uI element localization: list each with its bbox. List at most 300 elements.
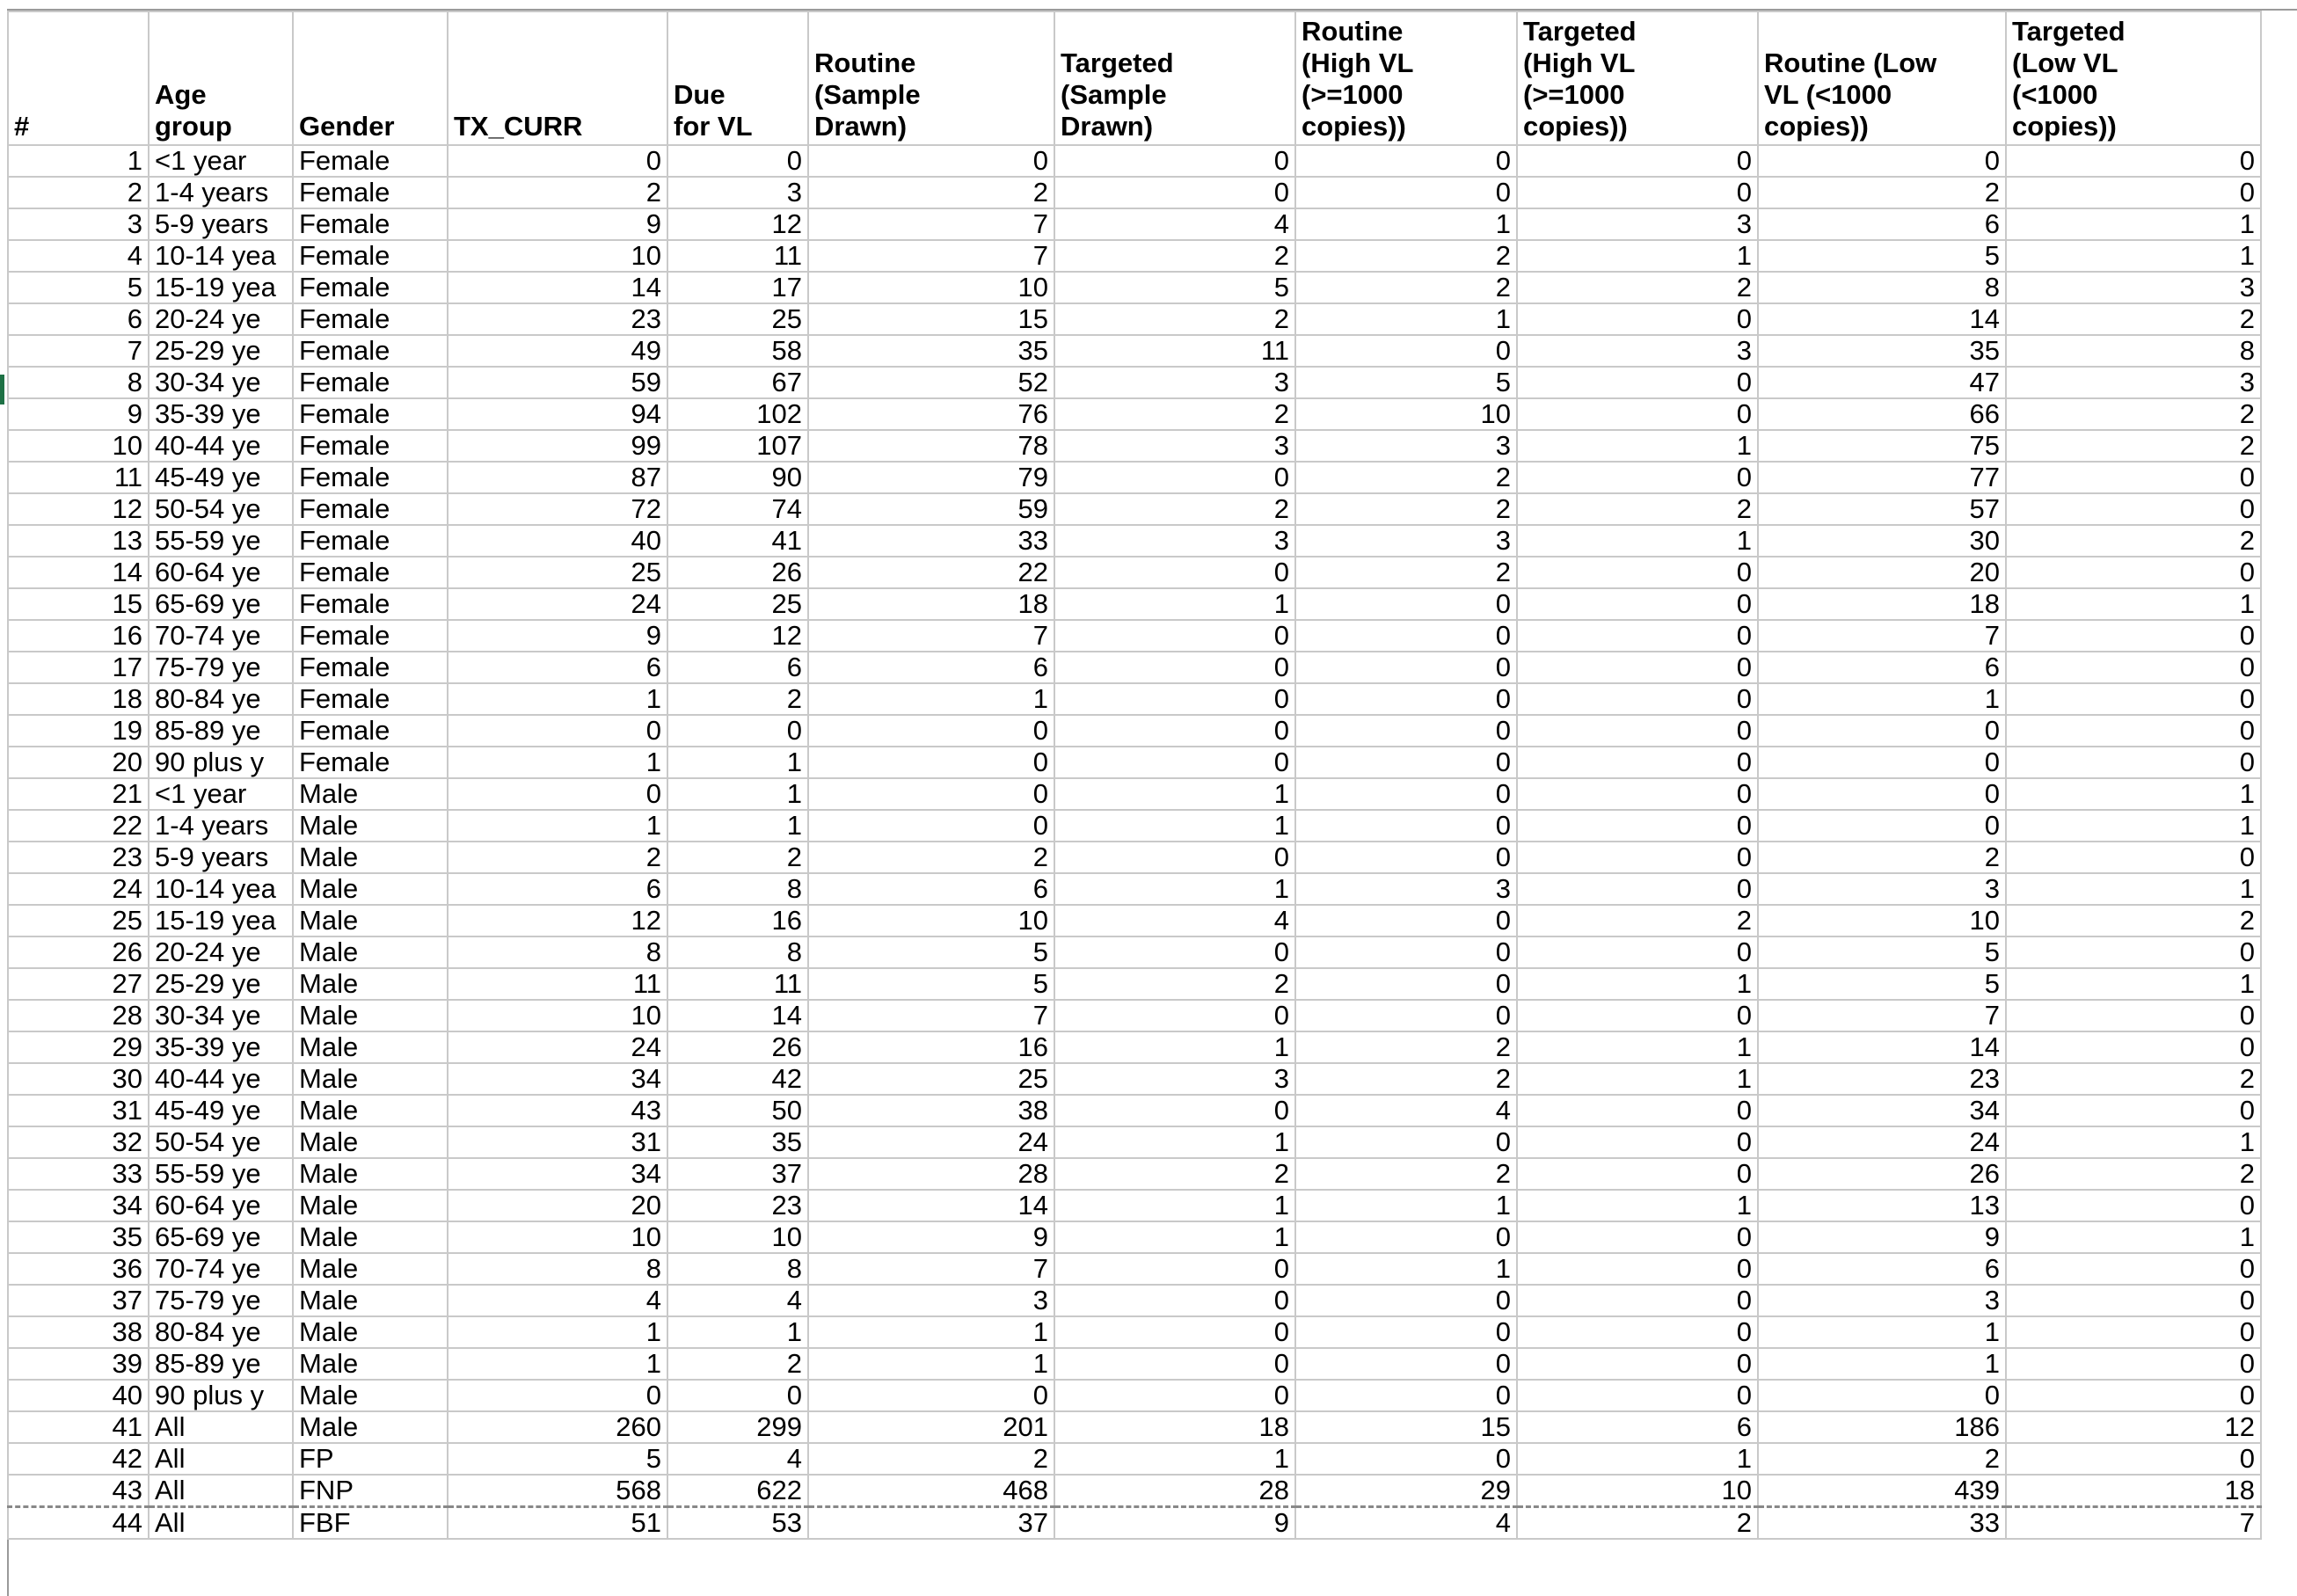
cell-routine-high-vl[interactable]: 0 — [1295, 588, 1517, 620]
cell-index[interactable]: 16 — [8, 620, 149, 652]
cell-targeted-sample-drawn[interactable]: 1 — [1054, 873, 1295, 905]
cell-gender[interactable]: Male — [293, 1000, 448, 1031]
cell-routine-high-vl[interactable]: 0 — [1295, 715, 1517, 747]
cell-index[interactable]: 32 — [8, 1126, 149, 1158]
cell-targeted-high-vl[interactable]: 0 — [1517, 778, 1758, 810]
cell-due-for-vl[interactable]: 58 — [667, 335, 808, 367]
cell-targeted-low-vl[interactable]: 2 — [2006, 1063, 2261, 1095]
cell-index[interactable]: 14 — [8, 557, 149, 588]
cell-gender[interactable]: Female — [293, 493, 448, 525]
cell-routine-sample-drawn[interactable]: 5 — [808, 968, 1054, 1000]
cell-targeted-high-vl[interactable]: 1 — [1517, 430, 1758, 462]
cell-targeted-high-vl[interactable]: 3 — [1517, 208, 1758, 240]
cell-tx-curr[interactable]: 1 — [448, 1316, 667, 1348]
cell-gender[interactable]: Female — [293, 145, 448, 177]
cell-tx-curr[interactable]: 6 — [448, 652, 667, 683]
cell-tx-curr[interactable]: 31 — [448, 1126, 667, 1158]
cell-targeted-high-vl[interactable]: 2 — [1517, 272, 1758, 303]
cell-targeted-sample-drawn[interactable]: 18 — [1054, 1411, 1295, 1443]
cell-gender[interactable]: Male — [293, 1316, 448, 1348]
cell-due-for-vl[interactable]: 26 — [667, 557, 808, 588]
cell-routine-high-vl[interactable]: 0 — [1295, 747, 1517, 778]
cell-targeted-low-vl[interactable]: 0 — [2006, 842, 2261, 873]
cell-targeted-high-vl[interactable]: 2 — [1517, 1507, 1758, 1540]
cell-routine-sample-drawn[interactable]: 468 — [808, 1475, 1054, 1507]
cell-tx-curr[interactable]: 0 — [448, 1380, 667, 1411]
cell-tx-curr[interactable]: 10 — [448, 1000, 667, 1031]
cell-targeted-low-vl[interactable]: 2 — [2006, 398, 2261, 430]
cell-index[interactable]: 23 — [8, 842, 149, 873]
cell-targeted-high-vl[interactable]: 0 — [1517, 683, 1758, 715]
cell-routine-sample-drawn[interactable]: 6 — [808, 873, 1054, 905]
cell-age-group[interactable]: 60-64 ye — [149, 557, 293, 588]
cell-age-group[interactable]: <1 year — [149, 145, 293, 177]
cell-targeted-low-vl[interactable]: 0 — [2006, 1285, 2261, 1316]
cell-targeted-sample-drawn[interactable]: 2 — [1054, 968, 1295, 1000]
cell-routine-low-vl[interactable]: 186 — [1758, 1411, 2006, 1443]
cell-age-group[interactable]: 10-14 yea — [149, 873, 293, 905]
cell-targeted-low-vl[interactable]: 2 — [2006, 905, 2261, 936]
cell-targeted-sample-drawn[interactable]: 3 — [1054, 367, 1295, 398]
cell-gender[interactable]: Female — [293, 335, 448, 367]
cell-routine-sample-drawn[interactable]: 2 — [808, 842, 1054, 873]
cell-due-for-vl[interactable]: 11 — [667, 240, 808, 272]
cell-routine-high-vl[interactable]: 2 — [1295, 240, 1517, 272]
cell-targeted-high-vl[interactable]: 0 — [1517, 810, 1758, 842]
cell-due-for-vl[interactable]: 1 — [667, 810, 808, 842]
cell-targeted-sample-drawn[interactable]: 2 — [1054, 398, 1295, 430]
cell-routine-low-vl[interactable]: 30 — [1758, 525, 2006, 557]
cell-targeted-low-vl[interactable]: 8 — [2006, 335, 2261, 367]
cell-routine-sample-drawn[interactable]: 78 — [808, 430, 1054, 462]
cell-due-for-vl[interactable]: 4 — [667, 1285, 808, 1316]
cell-routine-high-vl[interactable]: 2 — [1295, 1031, 1517, 1063]
cell-routine-low-vl[interactable]: 7 — [1758, 620, 2006, 652]
cell-gender[interactable]: Female — [293, 367, 448, 398]
cell-routine-high-vl[interactable]: 2 — [1295, 272, 1517, 303]
cell-age-group[interactable]: 90 plus y — [149, 1380, 293, 1411]
cell-age-group[interactable]: 55-59 ye — [149, 1158, 293, 1190]
cell-due-for-vl[interactable]: 299 — [667, 1411, 808, 1443]
cell-index[interactable]: 34 — [8, 1190, 149, 1221]
cell-index[interactable]: 28 — [8, 1000, 149, 1031]
cell-targeted-low-vl[interactable]: 0 — [2006, 1380, 2261, 1411]
cell-routine-high-vl[interactable]: 1 — [1295, 1190, 1517, 1221]
cell-due-for-vl[interactable]: 42 — [667, 1063, 808, 1095]
cell-age-group[interactable]: 65-69 ye — [149, 588, 293, 620]
cell-age-group[interactable]: 25-29 ye — [149, 335, 293, 367]
cell-age-group[interactable]: 30-34 ye — [149, 367, 293, 398]
cell-routine-sample-drawn[interactable]: 7 — [808, 620, 1054, 652]
cell-gender[interactable]: FNP — [293, 1475, 448, 1507]
cell-gender[interactable]: Female — [293, 303, 448, 335]
cell-index[interactable]: 10 — [8, 430, 149, 462]
cell-routine-sample-drawn[interactable]: 52 — [808, 367, 1054, 398]
cell-age-group[interactable]: 65-69 ye — [149, 1221, 293, 1253]
cell-routine-sample-drawn[interactable]: 0 — [808, 715, 1054, 747]
col-header-age-group[interactable]: Age group — [149, 11, 293, 145]
cell-routine-high-vl[interactable]: 0 — [1295, 1126, 1517, 1158]
cell-tx-curr[interactable]: 1 — [448, 747, 667, 778]
cell-gender[interactable]: Male — [293, 1253, 448, 1285]
cell-routine-sample-drawn[interactable]: 7 — [808, 240, 1054, 272]
cell-due-for-vl[interactable]: 25 — [667, 303, 808, 335]
cell-targeted-high-vl[interactable]: 2 — [1517, 493, 1758, 525]
cell-routine-sample-drawn[interactable]: 0 — [808, 747, 1054, 778]
cell-age-group[interactable]: 10-14 yea — [149, 240, 293, 272]
cell-gender[interactable]: Female — [293, 208, 448, 240]
cell-age-group[interactable]: 70-74 ye — [149, 1253, 293, 1285]
cell-routine-low-vl[interactable]: 77 — [1758, 462, 2006, 493]
cell-routine-high-vl[interactable]: 2 — [1295, 557, 1517, 588]
cell-due-for-vl[interactable]: 107 — [667, 430, 808, 462]
cell-routine-low-vl[interactable]: 2 — [1758, 1443, 2006, 1475]
cell-targeted-high-vl[interactable]: 1 — [1517, 240, 1758, 272]
cell-gender[interactable]: Female — [293, 240, 448, 272]
cell-routine-low-vl[interactable]: 13 — [1758, 1190, 2006, 1221]
cell-targeted-low-vl[interactable]: 1 — [2006, 588, 2261, 620]
cell-targeted-sample-drawn[interactable]: 0 — [1054, 1316, 1295, 1348]
cell-targeted-low-vl[interactable]: 3 — [2006, 272, 2261, 303]
cell-routine-high-vl[interactable]: 1 — [1295, 1253, 1517, 1285]
cell-targeted-high-vl[interactable]: 0 — [1517, 398, 1758, 430]
cell-tx-curr[interactable]: 34 — [448, 1063, 667, 1095]
cell-targeted-sample-drawn[interactable]: 0 — [1054, 557, 1295, 588]
col-header-targeted-low-vl[interactable]: Targeted (Low VL (<1000 copies)) — [2006, 11, 2261, 145]
cell-tx-curr[interactable]: 94 — [448, 398, 667, 430]
cell-routine-low-vl[interactable]: 2 — [1758, 842, 2006, 873]
cell-index[interactable]: 1 — [8, 145, 149, 177]
cell-targeted-low-vl[interactable]: 0 — [2006, 715, 2261, 747]
cell-targeted-sample-drawn[interactable]: 9 — [1054, 1507, 1295, 1540]
cell-routine-high-vl[interactable]: 15 — [1295, 1411, 1517, 1443]
cell-routine-low-vl[interactable]: 1 — [1758, 1316, 2006, 1348]
cell-gender[interactable]: Male — [293, 1063, 448, 1095]
cell-tx-curr[interactable]: 25 — [448, 557, 667, 588]
cell-targeted-low-vl[interactable]: 0 — [2006, 493, 2261, 525]
cell-routine-high-vl[interactable]: 0 — [1295, 842, 1517, 873]
cell-routine-low-vl[interactable]: 0 — [1758, 145, 2006, 177]
cell-targeted-high-vl[interactable]: 0 — [1517, 588, 1758, 620]
cell-targeted-low-vl[interactable]: 0 — [2006, 1031, 2261, 1063]
cell-targeted-sample-drawn[interactable]: 2 — [1054, 240, 1295, 272]
cell-index[interactable]: 35 — [8, 1221, 149, 1253]
cell-targeted-sample-drawn[interactable]: 1 — [1054, 1031, 1295, 1063]
cell-routine-low-vl[interactable]: 0 — [1758, 1380, 2006, 1411]
cell-age-group[interactable]: All — [149, 1411, 293, 1443]
cell-age-group[interactable]: 40-44 ye — [149, 1063, 293, 1095]
cell-tx-curr[interactable]: 6 — [448, 873, 667, 905]
cell-targeted-low-vl[interactable]: 0 — [2006, 557, 2261, 588]
cell-gender[interactable]: Male — [293, 842, 448, 873]
cell-routine-sample-drawn[interactable]: 0 — [808, 1380, 1054, 1411]
cell-due-for-vl[interactable]: 90 — [667, 462, 808, 493]
cell-targeted-low-vl[interactable]: 1 — [2006, 778, 2261, 810]
cell-age-group[interactable]: 35-39 ye — [149, 398, 293, 430]
cell-routine-high-vl[interactable]: 0 — [1295, 177, 1517, 208]
cell-tx-curr[interactable]: 10 — [448, 1221, 667, 1253]
cell-routine-sample-drawn[interactable]: 38 — [808, 1095, 1054, 1126]
cell-index[interactable]: 4 — [8, 240, 149, 272]
cell-routine-high-vl[interactable]: 0 — [1295, 936, 1517, 968]
cell-routine-sample-drawn[interactable]: 15 — [808, 303, 1054, 335]
cell-routine-low-vl[interactable]: 18 — [1758, 588, 2006, 620]
cell-targeted-sample-drawn[interactable]: 2 — [1054, 493, 1295, 525]
cell-routine-low-vl[interactable]: 14 — [1758, 1031, 2006, 1063]
cell-age-group[interactable]: All — [149, 1475, 293, 1507]
cell-age-group[interactable]: All — [149, 1507, 293, 1540]
cell-tx-curr[interactable]: 0 — [448, 778, 667, 810]
cell-routine-low-vl[interactable]: 7 — [1758, 1000, 2006, 1031]
col-header-due-for-vl[interactable]: Due for VL — [667, 11, 808, 145]
cell-age-group[interactable]: 75-79 ye — [149, 652, 293, 683]
cell-due-for-vl[interactable]: 0 — [667, 145, 808, 177]
cell-routine-low-vl[interactable]: 14 — [1758, 303, 2006, 335]
cell-tx-curr[interactable]: 1 — [448, 1348, 667, 1380]
cell-gender[interactable]: Male — [293, 1031, 448, 1063]
cell-targeted-sample-drawn[interactable]: 28 — [1054, 1475, 1295, 1507]
cell-gender[interactable]: Male — [293, 1285, 448, 1316]
cell-targeted-low-vl[interactable]: 0 — [2006, 1000, 2261, 1031]
cell-targeted-sample-drawn[interactable]: 11 — [1054, 335, 1295, 367]
cell-targeted-high-vl[interactable]: 0 — [1517, 715, 1758, 747]
cell-routine-low-vl[interactable]: 5 — [1758, 240, 2006, 272]
cell-targeted-low-vl[interactable]: 1 — [2006, 1221, 2261, 1253]
cell-age-group[interactable]: 45-49 ye — [149, 462, 293, 493]
cell-age-group[interactable]: 55-59 ye — [149, 525, 293, 557]
cell-due-for-vl[interactable]: 1 — [667, 1316, 808, 1348]
cell-age-group[interactable]: 25-29 ye — [149, 968, 293, 1000]
cell-due-for-vl[interactable]: 12 — [667, 620, 808, 652]
cell-tx-curr[interactable]: 34 — [448, 1158, 667, 1190]
cell-age-group[interactable]: 20-24 ye — [149, 936, 293, 968]
cell-tx-curr[interactable]: 10 — [448, 240, 667, 272]
cell-routine-high-vl[interactable]: 1 — [1295, 303, 1517, 335]
cell-targeted-high-vl[interactable]: 1 — [1517, 1443, 1758, 1475]
cell-routine-sample-drawn[interactable]: 35 — [808, 335, 1054, 367]
col-header-routine-low-vl[interactable]: Routine (Low VL (<1000 copies)) — [1758, 11, 2006, 145]
cell-targeted-low-vl[interactable]: 1 — [2006, 968, 2261, 1000]
cell-routine-high-vl[interactable]: 2 — [1295, 1063, 1517, 1095]
cell-gender[interactable]: Male — [293, 1190, 448, 1221]
cell-targeted-high-vl[interactable]: 0 — [1517, 873, 1758, 905]
cell-due-for-vl[interactable]: 2 — [667, 842, 808, 873]
cell-due-for-vl[interactable]: 67 — [667, 367, 808, 398]
cell-routine-high-vl[interactable]: 5 — [1295, 367, 1517, 398]
cell-index[interactable]: 20 — [8, 747, 149, 778]
cell-tx-curr[interactable]: 5 — [448, 1443, 667, 1475]
cell-due-for-vl[interactable]: 35 — [667, 1126, 808, 1158]
cell-routine-low-vl[interactable]: 9 — [1758, 1221, 2006, 1253]
cell-gender[interactable]: Female — [293, 272, 448, 303]
cell-targeted-sample-drawn[interactable]: 0 — [1054, 683, 1295, 715]
cell-routine-low-vl[interactable]: 35 — [1758, 335, 2006, 367]
cell-routine-high-vl[interactable]: 3 — [1295, 430, 1517, 462]
cell-age-group[interactable]: 40-44 ye — [149, 430, 293, 462]
cell-gender[interactable]: Female — [293, 462, 448, 493]
cell-routine-high-vl[interactable]: 0 — [1295, 335, 1517, 367]
cell-routine-high-vl[interactable]: 0 — [1295, 1443, 1517, 1475]
cell-targeted-high-vl[interactable]: 1 — [1517, 1063, 1758, 1095]
cell-tx-curr[interactable]: 260 — [448, 1411, 667, 1443]
cell-due-for-vl[interactable]: 14 — [667, 1000, 808, 1031]
cell-routine-high-vl[interactable]: 1 — [1295, 208, 1517, 240]
cell-routine-low-vl[interactable]: 23 — [1758, 1063, 2006, 1095]
cell-targeted-high-vl[interactable]: 0 — [1517, 1221, 1758, 1253]
cell-targeted-high-vl[interactable]: 0 — [1517, 1126, 1758, 1158]
cell-age-group[interactable]: 15-19 yea — [149, 272, 293, 303]
cell-routine-high-vl[interactable]: 0 — [1295, 968, 1517, 1000]
cell-targeted-high-vl[interactable]: 0 — [1517, 1253, 1758, 1285]
cell-routine-low-vl[interactable]: 6 — [1758, 208, 2006, 240]
cell-targeted-sample-drawn[interactable]: 1 — [1054, 1221, 1295, 1253]
cell-tx-curr[interactable]: 43 — [448, 1095, 667, 1126]
cell-targeted-high-vl[interactable]: 0 — [1517, 462, 1758, 493]
cell-targeted-high-vl[interactable]: 0 — [1517, 1380, 1758, 1411]
cell-index[interactable]: 5 — [8, 272, 149, 303]
cell-targeted-low-vl[interactable]: 3 — [2006, 367, 2261, 398]
cell-gender[interactable]: Female — [293, 683, 448, 715]
cell-tx-curr[interactable]: 51 — [448, 1507, 667, 1540]
cell-age-group[interactable]: 50-54 ye — [149, 493, 293, 525]
cell-targeted-sample-drawn[interactable]: 0 — [1054, 177, 1295, 208]
cell-targeted-sample-drawn[interactable]: 0 — [1054, 936, 1295, 968]
cell-routine-sample-drawn[interactable]: 0 — [808, 810, 1054, 842]
cell-targeted-high-vl[interactable]: 0 — [1517, 620, 1758, 652]
cell-routine-sample-drawn[interactable]: 5 — [808, 936, 1054, 968]
cell-tx-curr[interactable]: 23 — [448, 303, 667, 335]
cell-routine-sample-drawn[interactable]: 2 — [808, 1443, 1054, 1475]
cell-routine-high-vl[interactable]: 0 — [1295, 1221, 1517, 1253]
cell-routine-high-vl[interactable]: 0 — [1295, 778, 1517, 810]
cell-age-group[interactable]: 1-4 years — [149, 177, 293, 208]
cell-index[interactable]: 41 — [8, 1411, 149, 1443]
cell-routine-high-vl[interactable]: 0 — [1295, 1285, 1517, 1316]
cell-index[interactable]: 13 — [8, 525, 149, 557]
cell-routine-sample-drawn[interactable]: 10 — [808, 905, 1054, 936]
cell-due-for-vl[interactable]: 53 — [667, 1507, 808, 1540]
cell-targeted-sample-drawn[interactable]: 0 — [1054, 842, 1295, 873]
cell-targeted-sample-drawn[interactable]: 0 — [1054, 1095, 1295, 1126]
cell-tx-curr[interactable]: 0 — [448, 145, 667, 177]
cell-index[interactable]: 27 — [8, 968, 149, 1000]
col-header-targeted-sample-drawn[interactable]: Targeted (Sample Drawn) — [1054, 11, 1295, 145]
cell-routine-sample-drawn[interactable]: 24 — [808, 1126, 1054, 1158]
cell-due-for-vl[interactable]: 16 — [667, 905, 808, 936]
cell-targeted-low-vl[interactable]: 0 — [2006, 936, 2261, 968]
cell-targeted-low-vl[interactable]: 0 — [2006, 145, 2261, 177]
cell-gender[interactable]: Male — [293, 1095, 448, 1126]
cell-gender[interactable]: Male — [293, 1348, 448, 1380]
cell-routine-low-vl[interactable]: 1 — [1758, 1348, 2006, 1380]
cell-targeted-low-vl[interactable]: 0 — [2006, 1316, 2261, 1348]
cell-age-group[interactable]: 30-34 ye — [149, 1000, 293, 1031]
cell-routine-high-vl[interactable]: 0 — [1295, 1348, 1517, 1380]
cell-age-group[interactable]: 75-79 ye — [149, 1285, 293, 1316]
cell-routine-sample-drawn[interactable]: 1 — [808, 1348, 1054, 1380]
cell-tx-curr[interactable]: 8 — [448, 936, 667, 968]
cell-targeted-high-vl[interactable]: 0 — [1517, 1095, 1758, 1126]
cell-index[interactable]: 6 — [8, 303, 149, 335]
cell-routine-high-vl[interactable]: 0 — [1295, 145, 1517, 177]
cell-index[interactable]: 38 — [8, 1316, 149, 1348]
cell-targeted-sample-drawn[interactable]: 4 — [1054, 208, 1295, 240]
cell-targeted-low-vl[interactable]: 0 — [2006, 1348, 2261, 1380]
cell-routine-sample-drawn[interactable]: 9 — [808, 1221, 1054, 1253]
cell-due-for-vl[interactable]: 50 — [667, 1095, 808, 1126]
cell-due-for-vl[interactable]: 1 — [667, 778, 808, 810]
cell-index[interactable]: 2 — [8, 177, 149, 208]
cell-gender[interactable]: Male — [293, 1158, 448, 1190]
cell-age-group[interactable]: 60-64 ye — [149, 1190, 293, 1221]
cell-targeted-low-vl[interactable]: 1 — [2006, 240, 2261, 272]
cell-tx-curr[interactable]: 1 — [448, 683, 667, 715]
cell-routine-sample-drawn[interactable]: 37 — [808, 1507, 1054, 1540]
cell-index[interactable]: 33 — [8, 1158, 149, 1190]
cell-routine-high-vl[interactable]: 0 — [1295, 1380, 1517, 1411]
cell-index[interactable]: 44 — [8, 1507, 149, 1540]
cell-due-for-vl[interactable]: 74 — [667, 493, 808, 525]
cell-routine-high-vl[interactable]: 4 — [1295, 1095, 1517, 1126]
cell-routine-low-vl[interactable]: 2 — [1758, 177, 2006, 208]
cell-due-for-vl[interactable]: 8 — [667, 1253, 808, 1285]
cell-routine-high-vl[interactable]: 10 — [1295, 398, 1517, 430]
cell-targeted-high-vl[interactable]: 0 — [1517, 1348, 1758, 1380]
cell-routine-low-vl[interactable]: 0 — [1758, 715, 2006, 747]
cell-gender[interactable]: Male — [293, 1411, 448, 1443]
cell-index[interactable]: 17 — [8, 652, 149, 683]
cell-routine-low-vl[interactable]: 20 — [1758, 557, 2006, 588]
cell-routine-sample-drawn[interactable]: 79 — [808, 462, 1054, 493]
cell-targeted-sample-drawn[interactable]: 0 — [1054, 1348, 1295, 1380]
cell-targeted-low-vl[interactable]: 0 — [2006, 1443, 2261, 1475]
cell-targeted-sample-drawn[interactable]: 1 — [1054, 1126, 1295, 1158]
cell-index[interactable]: 26 — [8, 936, 149, 968]
cell-tx-curr[interactable]: 2 — [448, 842, 667, 873]
cell-targeted-low-vl[interactable]: 0 — [2006, 462, 2261, 493]
cell-targeted-high-vl[interactable]: 0 — [1517, 145, 1758, 177]
cell-due-for-vl[interactable]: 2 — [667, 1348, 808, 1380]
cell-tx-curr[interactable]: 2 — [448, 177, 667, 208]
cell-routine-high-vl[interactable]: 0 — [1295, 1000, 1517, 1031]
cell-routine-sample-drawn[interactable]: 10 — [808, 272, 1054, 303]
cell-targeted-low-vl[interactable]: 18 — [2006, 1475, 2261, 1507]
cell-due-for-vl[interactable]: 3 — [667, 177, 808, 208]
cell-age-group[interactable]: 85-89 ye — [149, 1348, 293, 1380]
cell-targeted-high-vl[interactable]: 2 — [1517, 905, 1758, 936]
cell-targeted-low-vl[interactable]: 1 — [2006, 1126, 2261, 1158]
col-header-index[interactable]: # — [8, 11, 149, 145]
cell-gender[interactable]: Male — [293, 810, 448, 842]
cell-routine-sample-drawn[interactable]: 7 — [808, 1000, 1054, 1031]
cell-due-for-vl[interactable]: 37 — [667, 1158, 808, 1190]
cell-gender[interactable]: Male — [293, 873, 448, 905]
cell-targeted-low-vl[interactable]: 2 — [2006, 525, 2261, 557]
cell-targeted-sample-drawn[interactable]: 1 — [1054, 1190, 1295, 1221]
cell-tx-curr[interactable]: 1 — [448, 810, 667, 842]
cell-targeted-high-vl[interactable]: 1 — [1517, 1190, 1758, 1221]
cell-targeted-sample-drawn[interactable]: 3 — [1054, 1063, 1295, 1095]
cell-routine-low-vl[interactable]: 0 — [1758, 778, 2006, 810]
cell-index[interactable]: 21 — [8, 778, 149, 810]
cell-due-for-vl[interactable]: 8 — [667, 873, 808, 905]
cell-routine-low-vl[interactable]: 6 — [1758, 1253, 2006, 1285]
cell-targeted-sample-drawn[interactable]: 0 — [1054, 1000, 1295, 1031]
cell-due-for-vl[interactable]: 1 — [667, 747, 808, 778]
cell-due-for-vl[interactable]: 17 — [667, 272, 808, 303]
cell-targeted-sample-drawn[interactable]: 4 — [1054, 905, 1295, 936]
cell-gender[interactable]: Male — [293, 968, 448, 1000]
